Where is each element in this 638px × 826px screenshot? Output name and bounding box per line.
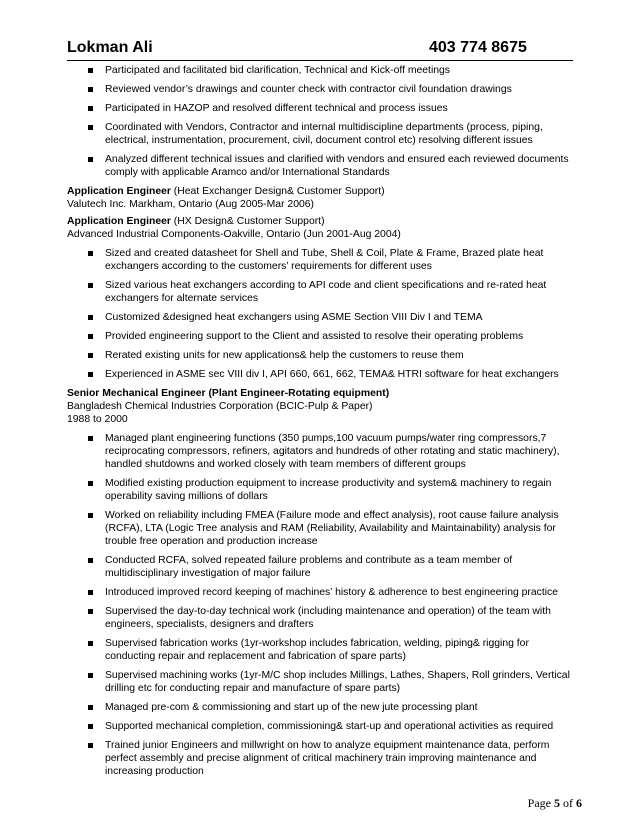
page-word: Page [527,796,554,810]
job3-bullet-list [67,432,582,778]
list-item: Supported mechanical completion, commissioning& start-up and operational activities as required [67,720,582,733]
list-item: Managed pre-com & commissioning and start up of the new jute processing plant [67,701,582,714]
page-of: of [560,796,576,810]
section1-bullet-list [67,64,582,179]
job-title: Application Engineer [67,186,171,197]
phone-number: 403 774 8675 [429,39,527,56]
list-item: Supervised machining works (1yr-M/C shop includes Millings, Lathes, Shapers, Roll grinders, Vertical drilling etc for conducting repair and manufacture of spare parts) [67,669,582,695]
list-item: Managed plant engineering functions (350 pumps,100 vacuum pumps/water ring compressors,7 reciprocating compressors, refiners, agitators and hundreds of other rotating and static machinery), handled shutdowns and worked closely with team members of different groups [67,432,582,471]
list-item: Trained junior Engineers and millwright on how to analyze equipment maintenance data, perform perfect assembly and precise alignment of critical machinery train improving maintenance and increasing production [67,739,582,778]
list-item: Reviewed vendor’s drawings and counter check with contractor civil foundation drawings [67,83,582,96]
list-item: Worked on reliability including FMEA (Failure mode and effect analysis), root cause failure analysis (RCFA), LTA (Logic Tree analysis and RAM (Reliability, Availability and Maintainability) analysis for trouble free operation and production increase [67,509,582,548]
list-item: Rerated existing units for new applications& help the customers to reuse them [67,349,582,362]
job-detail: (HX Design& Customer Support) [170,216,325,227]
list-item: Supervised the day-to-day technical work (including maintenance and operation) of the team with engineers, specialists, designers and drafters [67,605,582,631]
list-item: Supervised fabrication works (1yr-workshop includes fabrication, welding, piping& rigging for conducting repair and replacement and fabrication of spare parts) [67,637,582,663]
list-item: Sized and created datasheet for Shell and Tube, Shell & Coil, Plate & Frame, Brazed plate heat exchangers according to the customers’ requirements for different uses [67,247,582,273]
page-total: 6 [576,796,582,810]
job-heading [67,185,582,198]
page-footer [528,796,582,811]
job-dates: 1988 to 2000 [67,414,128,425]
resume-content [67,64,582,784]
list-item: Customized &designed heat exchangers using ASME Section VIII Div I and TEMA [67,311,582,324]
job-heading [67,215,582,228]
list-item: Participated in HAZOP and resolved different technical and process issues [67,102,582,115]
job2-bullet-list [67,247,582,381]
job-title: Application Engineer [67,216,171,227]
job-company: Advanced Industrial Components-Oakville, Ontario (Jun 2001-Aug 2004) [67,229,401,240]
list-item: Introduced improved record keeping of machines’ history & adherence to best engineering practice [67,586,582,599]
page-current: 5 [554,796,560,810]
job-detail: (Heat Exchanger Design& Customer Support) [170,186,385,197]
job-company: Valutech Inc. Markham, Ontario (Aug 2005-Mar 2006) [67,199,314,210]
job-entry-valutech [67,185,582,211]
job-company: Bangladesh Chemical Industries Corporation (BCIC-Pulp & Paper) [67,401,373,412]
list-item: Provided engineering support to the Client and assisted to resolve their operating problems [67,330,582,343]
job-entry-aic [67,215,582,241]
list-item: Sized various heat exchangers according to API code and client specifications and re-rated heat exchangers for alternate services [67,279,582,305]
page-header [67,38,573,61]
candidate-name: Lokman Ali [67,39,153,56]
list-item: Analyzed different technical issues and clarified with vendors and ensured each reviewed documents comply with applicable Aramco and/or International Standards [67,153,582,179]
list-item: Conducted RCFA, solved repeated failure problems and contribute as a team member of multidisciplinary investigation of major failure [67,554,582,580]
list-item: Participated and facilitated bid clarification, Technical and Kick-off meetings [67,64,582,77]
list-item: Coordinated with Vendors, Contractor and internal multidiscipline departments (process, piping, electrical, instrumentation, procurement, civil, document control etc) resolving different issues [67,121,582,147]
list-item: Modified existing production equipment to increase productivity and system& machinery to regain operability saving millions of dollars [67,477,582,503]
job-title: Senior Mechanical Engineer (Plant Engineer-Rotating equipment) [67,388,390,399]
list-item: Experienced in ASME sec VIII div I, API 660, 661, 662, TEMA& HTRI software for heat exchangers [67,368,582,381]
job-entry-bcic [67,387,582,426]
